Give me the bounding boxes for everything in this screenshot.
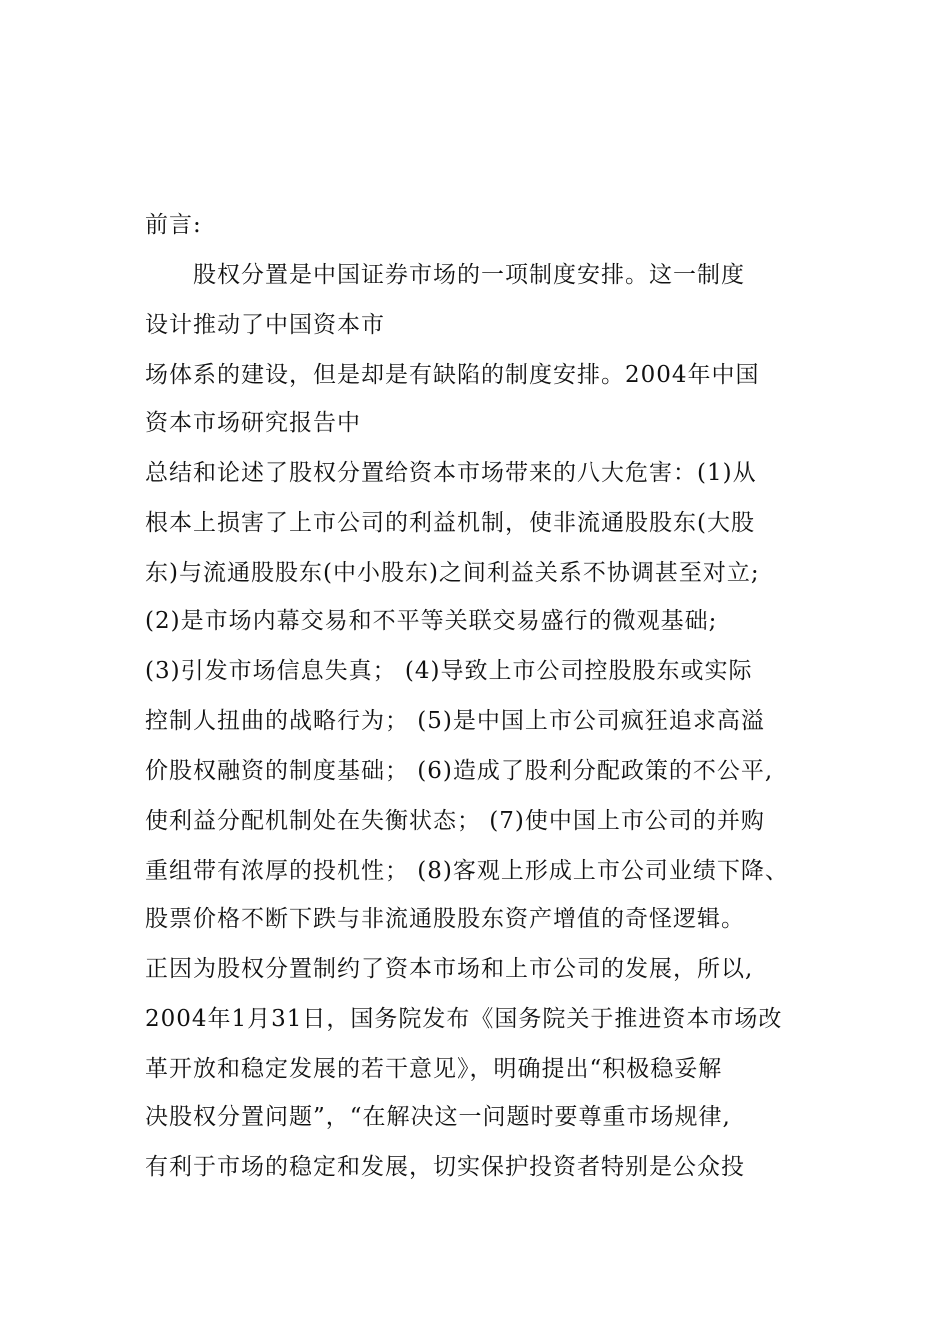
paragraph-line: (2)是市场内幕交易和不平等关联交易盛行的微观基础; bbox=[145, 608, 718, 634]
paragraph-line: 股权分置是中国证券市场的一项制度安排。这一制度 bbox=[145, 262, 745, 288]
paragraph-line: 有利于市场的稳定和发展，切实保护投资者特别是公众投 bbox=[145, 1154, 745, 1180]
paragraph-line: 总结和论述了股权分置给资本市场带来的八大危害：(1)从 bbox=[145, 460, 757, 486]
paragraph-line: (3)引发市场信息失真； (4)导致上市公司控股股东或实际 bbox=[145, 658, 753, 684]
paragraph-line: 革开放和稳定发展的若干意见》，明确提出“积极稳妥解 bbox=[145, 1056, 723, 1082]
paragraph-line: 2004年1月31日，国务院发布《国务院关于推进资本市场改 bbox=[145, 1006, 783, 1032]
paragraph-line: 设计推动了中国资本市 bbox=[145, 312, 385, 338]
document-heading: 前言: bbox=[145, 212, 202, 238]
paragraph-line: 根本上损害了上市公司的利益机制，使非流通股股东(大股 bbox=[145, 510, 755, 536]
paragraph-line: 股票价格不断下跌与非流通股股东资产增值的奇怪逻辑。 bbox=[145, 906, 745, 932]
paragraph-line: 正因为股权分置制约了资本市场和上市公司的发展，所以, bbox=[145, 956, 754, 982]
paragraph-line: 东)与流通股股东(中小股东)之间利益关系不协调甚至对立; bbox=[145, 560, 760, 586]
paragraph-line: 价股权融资的制度基础； (6)造成了股利分配政策的不公平, bbox=[145, 758, 774, 784]
paragraph-line: 场体系的建设，但是却是有缺陷的制度安排。2004年中国 bbox=[145, 362, 760, 388]
paragraph-line: 重组带有浓厚的投机性； (8)客观上形成上市公司业绩下降、 bbox=[145, 858, 789, 884]
paragraph-line: 决股权分置问题”，“在解决这一问题时要尊重市场规律, bbox=[145, 1104, 731, 1130]
paragraph-line: 控制人扭曲的战略行为； (5)是中国上市公司疯狂追求高溢 bbox=[145, 708, 765, 734]
paragraph-line: 使利益分配机制处在失衡状态； (7)使中国上市公司的并购 bbox=[145, 808, 765, 834]
paragraph-line: 资本市场研究报告中 bbox=[145, 410, 361, 436]
